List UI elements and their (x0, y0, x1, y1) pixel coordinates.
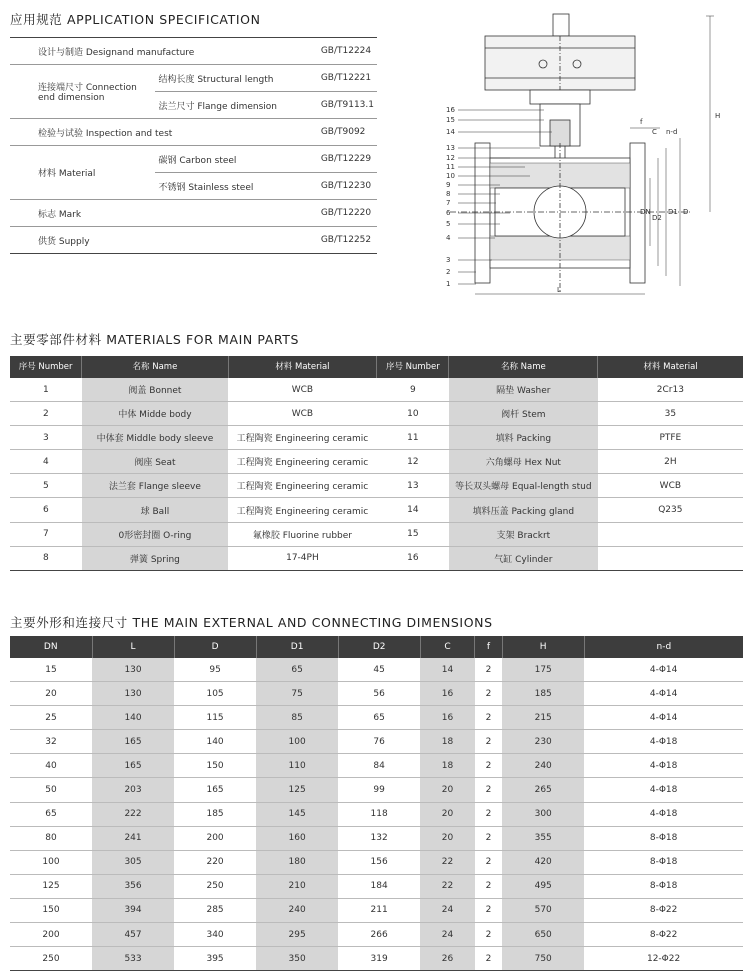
table-row (10, 850, 743, 874)
table-cell: 2 (475, 947, 502, 971)
table-cell: 185 (502, 682, 584, 706)
spec-label: 连接端尺寸 Connection end dimension (10, 65, 155, 119)
table-cell: 12-Φ22 (584, 947, 743, 971)
table-cell: 132 (338, 826, 420, 850)
table-row (10, 730, 743, 754)
part-name: 法兰套 Flange sleeve (82, 474, 228, 498)
part-number: 8 (10, 546, 82, 570)
table-row (10, 119, 377, 146)
table-row (10, 402, 743, 426)
table-row (10, 474, 743, 498)
table-cell: 99 (338, 778, 420, 802)
part-material: 工程陶瓷 Engineering ceramic (228, 498, 377, 522)
table-cell: 15 (10, 658, 92, 682)
table-row (10, 898, 743, 922)
table-cell: 16 (420, 682, 475, 706)
table-row (10, 706, 743, 730)
table-cell: 2 (475, 874, 502, 898)
dim-label-l: L (557, 286, 561, 294)
dimensions-title: 主要外形和连接尺寸 THE MAIN EXTERNAL AND CONNECTING DIMENSIONS (10, 615, 493, 630)
valve-drawing (440, 8, 750, 298)
table-cell: 266 (338, 923, 420, 947)
column-header: DN (10, 636, 92, 658)
table-cell: 8-Φ18 (584, 826, 743, 850)
header-material: 材料 Material (228, 356, 377, 378)
part-material: 2H (598, 450, 743, 474)
part-name: 阀座 Seat (82, 450, 228, 474)
part-number: 16 (377, 546, 449, 570)
dim-label-d1: D1 (668, 208, 678, 216)
part-number: 12 (377, 450, 449, 474)
table-cell: 300 (502, 802, 584, 826)
part-material: PTFE (598, 426, 743, 450)
part-number: 13 (377, 474, 449, 498)
spec-label: 材料 Material (10, 146, 155, 200)
part-name: 0形密封圈 O-ring (82, 522, 228, 546)
table-cell: 184 (338, 874, 420, 898)
part-material: 工程陶瓷 Engineering ceramic (228, 450, 377, 474)
table-cell: 356 (92, 874, 174, 898)
table-cell: 130 (92, 682, 174, 706)
part-name: 等长双头螺母 Equal-length stud (449, 474, 598, 498)
table-cell: 45 (338, 658, 420, 682)
table-cell: 125 (10, 874, 92, 898)
part-material (598, 546, 743, 570)
table-cell: 222 (92, 802, 174, 826)
part-name: 阀盖 Bonnet (82, 378, 228, 402)
callout-label: 5 (446, 220, 451, 228)
table-cell: 4-Φ18 (584, 754, 743, 778)
table-cell: 165 (174, 778, 256, 802)
dim-label-d: D (683, 208, 689, 216)
table-cell: 2 (475, 706, 502, 730)
table-cell: 8-Φ18 (584, 850, 743, 874)
table-row (10, 146, 377, 173)
table-cell: 65 (256, 658, 338, 682)
table-row (10, 498, 743, 522)
table-cell: 150 (174, 754, 256, 778)
callout-label: 6 (446, 209, 451, 217)
table-cell: 22 (420, 874, 475, 898)
spec-standard: GB/T12252 (311, 227, 377, 254)
part-number: 3 (10, 426, 82, 450)
part-material (598, 522, 743, 546)
callout-label: 12 (446, 154, 455, 162)
table-cell: 4-Φ18 (584, 802, 743, 826)
table-row (10, 923, 743, 947)
spec-label: 标志 Mark (10, 200, 311, 227)
table-cell: 165 (92, 754, 174, 778)
part-number: 2 (10, 402, 82, 426)
callout-label: 11 (446, 163, 455, 171)
dim-label-nd: n-d (666, 128, 678, 136)
table-cell: 24 (420, 923, 475, 947)
table-cell: 319 (338, 947, 420, 971)
part-number: 7 (10, 522, 82, 546)
table-cell: 200 (174, 826, 256, 850)
spec-sub-label: 碳钢 Carbon steel (155, 146, 310, 173)
table-row (10, 378, 743, 402)
table-row (10, 65, 377, 92)
table-row (10, 227, 377, 254)
table-cell: 265 (502, 778, 584, 802)
table-cell: 220 (174, 850, 256, 874)
part-material: 2Cr13 (598, 378, 743, 402)
spec-label: 检验与试验 Inspection and test (10, 119, 311, 146)
table-cell: 56 (338, 682, 420, 706)
table-cell: 25 (10, 706, 92, 730)
part-name: 气缸 Cylinder (449, 546, 598, 570)
table-cell: 305 (92, 850, 174, 874)
table-cell: 4-Φ18 (584, 778, 743, 802)
spec-standard: GB/T12229 (311, 146, 377, 173)
header-number: 序号 Number (10, 356, 82, 378)
dim-label-dn: DN (640, 208, 651, 216)
column-header: H (502, 636, 584, 658)
table-cell: 4-Φ14 (584, 706, 743, 730)
table-cell: 495 (502, 874, 584, 898)
spec-standard: GB/T12230 (311, 173, 377, 200)
table-row (10, 826, 743, 850)
part-number: 15 (377, 522, 449, 546)
callout-label: 16 (446, 106, 455, 114)
part-number: 4 (10, 450, 82, 474)
callout-label: 14 (446, 128, 455, 136)
part-name: 支架 Brackrt (449, 522, 598, 546)
header-name: 名称 Name (449, 356, 598, 378)
table-row (10, 874, 743, 898)
table-cell: 180 (256, 850, 338, 874)
table-cell: 4-Φ18 (584, 730, 743, 754)
spec-standard: GB/T12221 (311, 65, 377, 92)
part-material: WCB (228, 378, 377, 402)
table-cell: 20 (420, 778, 475, 802)
materials-title: 主要零部件材料 MATERIALS FOR MAIN PARTS (10, 332, 300, 347)
table-row (10, 450, 743, 474)
table-cell: 2 (475, 658, 502, 682)
table-cell: 18 (420, 754, 475, 778)
callout-label: 9 (446, 181, 451, 189)
table-cell: 125 (256, 778, 338, 802)
part-name: 弹簧 Spring (82, 546, 228, 570)
table-cell: 8-Φ18 (584, 874, 743, 898)
table-cell: 8-Φ22 (584, 923, 743, 947)
column-header: D2 (338, 636, 420, 658)
table-cell: 210 (256, 874, 338, 898)
table-cell: 20 (420, 826, 475, 850)
table-cell: 26 (420, 947, 475, 971)
table-cell: 2 (475, 850, 502, 874)
table-cell: 150 (10, 898, 92, 922)
callout-label: 15 (446, 116, 455, 124)
part-material: 17-4PH (228, 546, 377, 570)
table-cell: 240 (256, 898, 338, 922)
table-cell: 395 (174, 947, 256, 971)
table-cell: 250 (10, 947, 92, 971)
table-cell: 4-Φ14 (584, 658, 743, 682)
table-cell: 140 (174, 730, 256, 754)
table-cell: 533 (92, 947, 174, 971)
table-header-row (10, 636, 743, 658)
table-cell: 160 (256, 826, 338, 850)
spec-sub-label: 法兰尺寸 Flange dimension (155, 92, 310, 119)
table-cell: 241 (92, 826, 174, 850)
spec-sub-label: 结构长度 Structural length (155, 65, 310, 92)
part-name: 填料 Packing (449, 426, 598, 450)
table-cell: 20 (420, 802, 475, 826)
dim-label-c: C (652, 128, 657, 136)
table-cell: 115 (174, 706, 256, 730)
table-cell: 570 (502, 898, 584, 922)
part-material: 35 (598, 402, 743, 426)
table-cell: 240 (502, 754, 584, 778)
table-cell: 340 (174, 923, 256, 947)
part-number: 14 (377, 498, 449, 522)
callout-label: 3 (446, 256, 451, 264)
materials-table (10, 356, 743, 571)
table-cell: 84 (338, 754, 420, 778)
part-material: WCB (598, 474, 743, 498)
part-number: 9 (377, 378, 449, 402)
table-row (10, 778, 743, 802)
table-cell: 140 (92, 706, 174, 730)
part-name: 六角螺母 Hex Nut (449, 450, 598, 474)
table-cell: 230 (502, 730, 584, 754)
header-number: 序号 Number (377, 356, 449, 378)
header-material: 材料 Material (598, 356, 743, 378)
table-cell: 2 (475, 754, 502, 778)
dimensions-table-body (10, 658, 743, 971)
table-cell: 75 (256, 682, 338, 706)
table-row (10, 682, 743, 706)
table-cell: 20 (10, 682, 92, 706)
table-cell: 394 (92, 898, 174, 922)
dim-label-f: f (640, 118, 643, 126)
spec-standard: GB/T9092 (311, 119, 377, 146)
table-cell: 95 (174, 658, 256, 682)
table-cell: 420 (502, 850, 584, 874)
table-cell: 2 (475, 898, 502, 922)
table-header-row (10, 356, 743, 378)
table-cell: 24 (420, 898, 475, 922)
spec-label: 供货 Supply (10, 227, 311, 254)
table-cell: 2 (475, 923, 502, 947)
table-row (10, 426, 743, 450)
spec-label: 设计与制造 Designand manufacture (10, 38, 311, 65)
table-cell: 175 (502, 658, 584, 682)
table-cell: 40 (10, 754, 92, 778)
part-name: 隔垫 Washer (449, 378, 598, 402)
table-cell: 145 (256, 802, 338, 826)
callout-label: 8 (446, 190, 451, 198)
table-cell: 65 (10, 802, 92, 826)
table-cell: 65 (338, 706, 420, 730)
table-row (10, 38, 377, 65)
table-cell: 215 (502, 706, 584, 730)
table-cell: 285 (174, 898, 256, 922)
materials-table-body (10, 378, 743, 570)
callout-label: 10 (446, 172, 455, 180)
table-cell: 105 (174, 682, 256, 706)
table-cell: 200 (10, 923, 92, 947)
part-number: 5 (10, 474, 82, 498)
cylinder-shape (485, 14, 635, 90)
column-header: C (420, 636, 475, 658)
spec-standard: GB/T9113.1 (311, 92, 377, 119)
spec-standard: GB/T12224 (311, 38, 377, 65)
table-cell: 100 (256, 730, 338, 754)
column-header: D (174, 636, 256, 658)
column-header: f (475, 636, 502, 658)
part-name: 球 Ball (82, 498, 228, 522)
part-material: 工程陶瓷 Engineering ceramic (228, 474, 377, 498)
table-cell: 650 (502, 923, 584, 947)
table-cell: 156 (338, 850, 420, 874)
table-cell: 185 (174, 802, 256, 826)
table-cell: 750 (502, 947, 584, 971)
application-spec-table (10, 37, 377, 254)
table-cell: 250 (174, 874, 256, 898)
part-name: 中体 Midde body (82, 402, 228, 426)
table-row (10, 947, 743, 971)
column-header: n-d (584, 636, 743, 658)
callout-label: 13 (446, 144, 455, 152)
callout-label: 1 (446, 280, 451, 288)
table-cell: 2 (475, 730, 502, 754)
table-cell: 8-Φ22 (584, 898, 743, 922)
dim-label-d2: D2 (652, 214, 662, 222)
table-cell: 22 (420, 850, 475, 874)
table-cell: 32 (10, 730, 92, 754)
table-row (10, 522, 743, 546)
table-cell: 4-Φ14 (584, 682, 743, 706)
table-cell: 80 (10, 826, 92, 850)
part-number: 6 (10, 498, 82, 522)
table-cell: 85 (256, 706, 338, 730)
table-cell: 50 (10, 778, 92, 802)
part-material: 工程陶瓷 Engineering ceramic (228, 426, 377, 450)
table-cell: 118 (338, 802, 420, 826)
table-cell: 295 (256, 923, 338, 947)
table-cell: 211 (338, 898, 420, 922)
part-name: 中体套 Middle body sleeve (82, 426, 228, 450)
column-header: L (92, 636, 174, 658)
application-title: 应用规范 APPLICATION SPECIFICATION (10, 12, 261, 27)
table-cell: 14 (420, 658, 475, 682)
dimensions-table (10, 636, 743, 971)
table-cell: 2 (475, 826, 502, 850)
table-cell: 2 (475, 682, 502, 706)
table-cell: 18 (420, 730, 475, 754)
callout-label: 2 (446, 268, 451, 276)
part-number: 1 (10, 378, 82, 402)
table-cell: 100 (10, 850, 92, 874)
table-row (10, 546, 743, 570)
part-material: 氟橡胶 Fluorine rubber (228, 522, 377, 546)
table-row (10, 658, 743, 682)
part-number: 11 (377, 426, 449, 450)
part-name: 阀杆 Stem (449, 402, 598, 426)
table-cell: 165 (92, 730, 174, 754)
table-cell: 2 (475, 802, 502, 826)
table-cell: 16 (420, 706, 475, 730)
part-material: WCB (228, 402, 377, 426)
table-cell: 355 (502, 826, 584, 850)
spec-standard: GB/T12220 (311, 200, 377, 227)
table-row (10, 754, 743, 778)
table-cell: 457 (92, 923, 174, 947)
part-material: Q235 (598, 498, 743, 522)
part-name: 填料压盖 Packing gland (449, 498, 598, 522)
table-cell: 110 (256, 754, 338, 778)
table-cell: 203 (92, 778, 174, 802)
table-row (10, 802, 743, 826)
spec-sub-label: 不锈钢 Stainless steel (155, 173, 310, 200)
dim-label-h: H (715, 112, 721, 120)
table-cell: 2 (475, 778, 502, 802)
header-name: 名称 Name (82, 356, 228, 378)
table-cell: 130 (92, 658, 174, 682)
table-cell: 76 (338, 730, 420, 754)
part-number: 10 (377, 402, 449, 426)
table-cell: 350 (256, 947, 338, 971)
table-row (10, 200, 377, 227)
column-header: D1 (256, 636, 338, 658)
callout-label: 4 (446, 234, 451, 242)
callout-label: 7 (446, 199, 451, 207)
